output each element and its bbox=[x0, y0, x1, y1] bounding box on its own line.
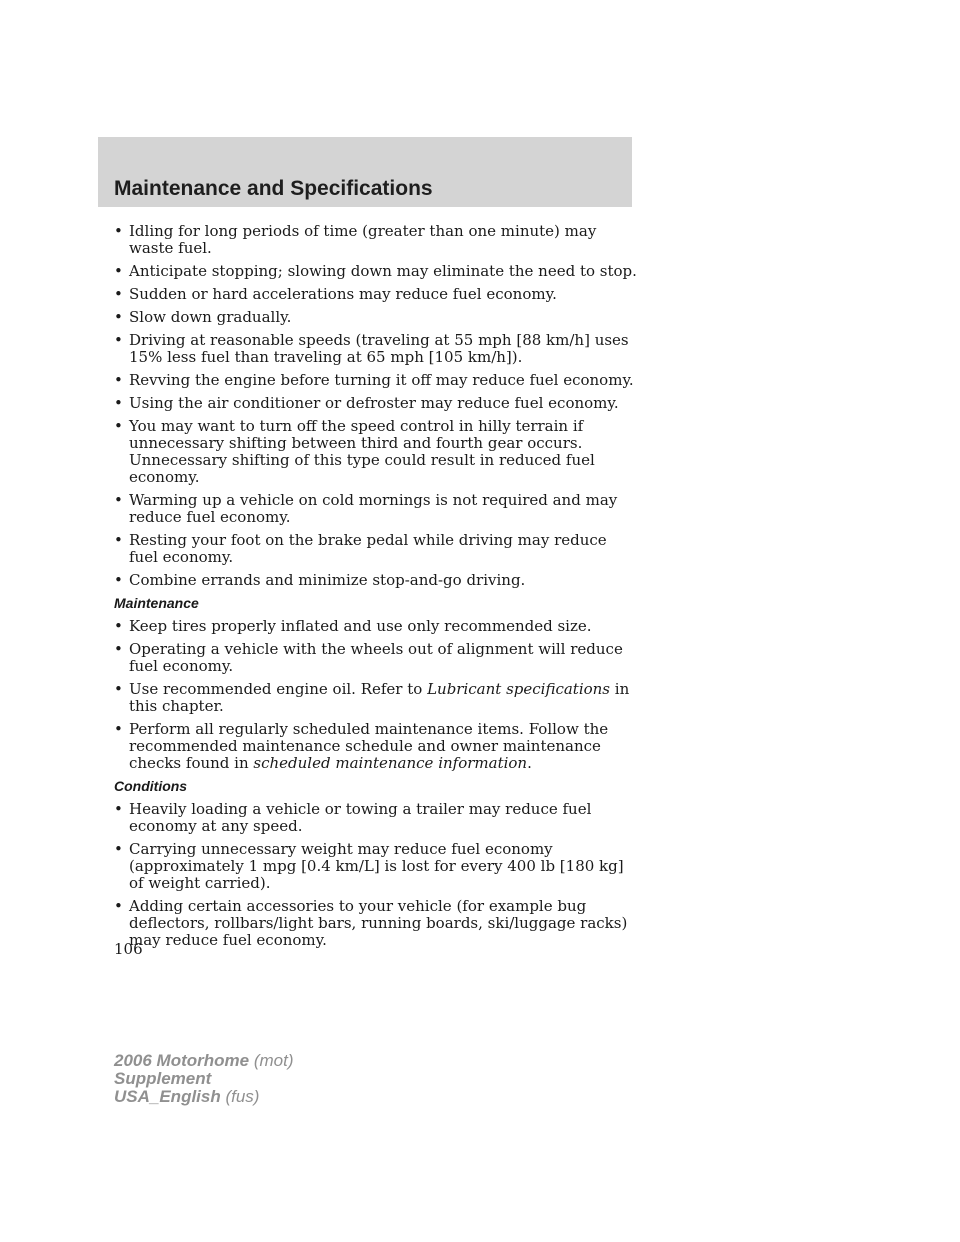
bullet-icon: • bbox=[114, 491, 123, 509]
bullet-icon: • bbox=[114, 640, 123, 658]
bullet-icon: • bbox=[114, 571, 123, 589]
bullet-icon: • bbox=[114, 285, 123, 303]
list-item bbox=[114, 841, 639, 892]
list-item-text: . bbox=[527, 754, 532, 772]
bullet-icon: • bbox=[114, 331, 123, 349]
list-item-text: Slow down gradually. bbox=[129, 308, 292, 326]
list-item-text: Heavily loading a vehicle or towing a trailer may reduce fuel economy at any speed. bbox=[129, 800, 592, 835]
list-item-text: Operating a vehicle with the wheels out of alignment will reduce fuel economy. bbox=[129, 640, 623, 675]
list-item bbox=[114, 801, 639, 835]
maintenance-heading: Maintenance bbox=[114, 595, 199, 611]
list-item-text: Resting your foot on the brake pedal while driving may reduce fuel economy. bbox=[129, 531, 607, 566]
list-item bbox=[114, 263, 639, 280]
bullet-icon: • bbox=[114, 371, 123, 389]
list-item bbox=[114, 681, 639, 715]
bullet-icon: • bbox=[114, 800, 123, 818]
list-item bbox=[114, 618, 639, 635]
bullet-icon: • bbox=[114, 394, 123, 412]
footer-line-supplement: Supplement bbox=[114, 1069, 212, 1088]
page-content bbox=[114, 223, 639, 955]
fuel-tips-list bbox=[114, 223, 639, 589]
list-item-text: Perform all regularly scheduled maintenance items. Follow the recommended maintenance schedule and owner maintenance checks found in bbox=[129, 720, 609, 772]
list-item-text: Revving the engine before turning it off may reduce fuel economy. bbox=[129, 371, 634, 389]
header-band bbox=[98, 137, 632, 207]
list-item bbox=[114, 223, 639, 257]
list-item bbox=[114, 492, 639, 526]
list-item-text: Carrying unnecessary weight may reduce fuel economy (approximately 1 mpg [0.4 km/L] is lost for every 400 lb [180 kg] of weight carried). bbox=[129, 840, 624, 892]
list-item-text: Idling for long periods of time (greater than one minute) may waste fuel. bbox=[129, 222, 597, 257]
list-item bbox=[114, 286, 639, 303]
list-item bbox=[114, 372, 639, 389]
footer-line-model: 2006 Motorhome (mot) bbox=[114, 1051, 294, 1070]
document-footer bbox=[114, 1052, 293, 1106]
bullet-icon: • bbox=[114, 897, 123, 915]
list-item bbox=[114, 418, 639, 486]
conditions-heading: Conditions bbox=[114, 778, 188, 794]
bullet-icon: • bbox=[114, 617, 123, 635]
lubricant-specifications-reference: Lubricant specifications bbox=[427, 680, 611, 698]
list-item bbox=[114, 532, 639, 566]
bullet-icon: • bbox=[114, 840, 123, 858]
list-item-text: Combine errands and minimize stop-and-go driving. bbox=[129, 571, 526, 589]
bullet-icon: • bbox=[114, 262, 123, 280]
conditions-list bbox=[114, 801, 639, 949]
page-number: 106 bbox=[114, 940, 143, 958]
bullet-icon: • bbox=[114, 680, 123, 698]
list-item-text: You may want to turn off the speed control in hilly terrain if unnecessary shifting between third and fourth gear occurs. Unnecessary shifting of this type could result in reduced fuel economy. bbox=[129, 417, 595, 486]
list-item bbox=[114, 395, 639, 412]
bullet-icon: • bbox=[114, 222, 123, 240]
bullet-icon: • bbox=[114, 720, 123, 738]
list-item-text: Anticipate stopping; slowing down may eliminate the need to stop. bbox=[129, 262, 637, 280]
maintenance-list bbox=[114, 618, 639, 772]
bullet-icon: • bbox=[114, 308, 123, 326]
bullet-icon: • bbox=[114, 531, 123, 549]
list-item-text: Warming up a vehicle on cold mornings is not required and may reduce fuel economy. bbox=[129, 491, 618, 526]
list-item-text: in this chapter. bbox=[129, 680, 630, 715]
list-item bbox=[114, 898, 639, 949]
list-item-text: Use recommended engine oil. Refer to bbox=[129, 680, 428, 698]
list-item bbox=[114, 332, 639, 366]
list-item bbox=[114, 641, 639, 675]
list-item bbox=[114, 721, 639, 772]
list-item-text: Keep tires properly inflated and use only recommended size. bbox=[129, 617, 592, 635]
list-item-text: Using the air conditioner or defroster may reduce fuel economy. bbox=[129, 394, 619, 412]
list-item-text: Adding certain accessories to your vehicle (for example bug deflectors, rollbars/light bars, running boards, ski/luggage racks) may reduce fuel economy. bbox=[129, 897, 628, 949]
page-title: Maintenance and Specifications bbox=[114, 177, 433, 200]
list-item bbox=[114, 309, 639, 326]
scheduled-maintenance-reference: scheduled maintenance information bbox=[253, 754, 528, 772]
list-item-text: Driving at reasonable speeds (traveling at 55 mph [88 km/h] uses 15% less fuel than traveling at 65 mph [105 km/h]). bbox=[129, 331, 629, 366]
bullet-icon: • bbox=[114, 417, 123, 435]
list-item-text: Sudden or hard accelerations may reduce fuel economy. bbox=[129, 285, 557, 303]
footer-line-language: USA_English (fus) bbox=[114, 1087, 260, 1106]
list-item bbox=[114, 572, 639, 589]
